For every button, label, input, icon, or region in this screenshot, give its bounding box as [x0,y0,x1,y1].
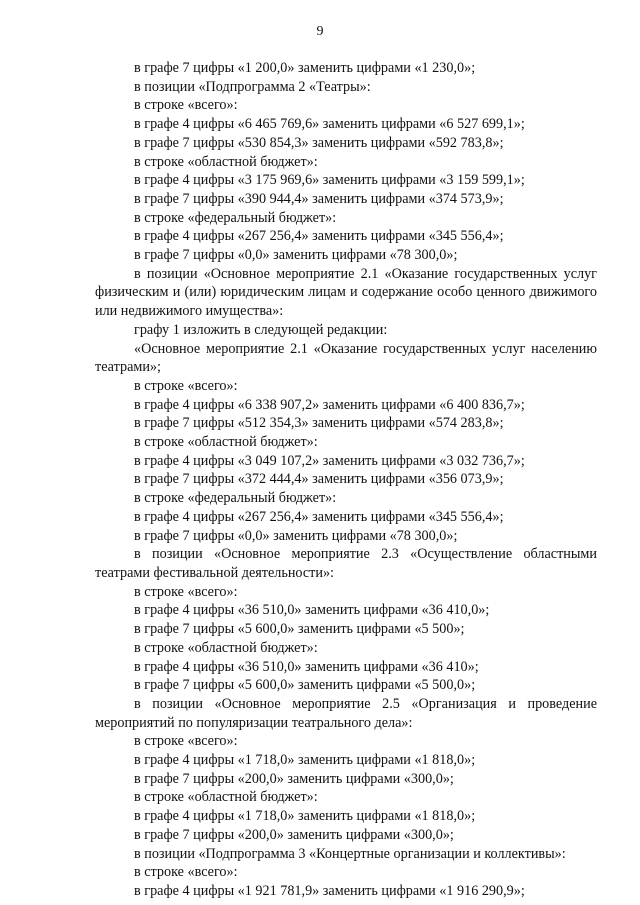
text-line: в графе 7 цифры «5 600,0» заменить цифрами «5 500,0»; [134,677,476,694]
text-line: в графе 7 цифры «0,0» заменить цифрами «78 300,0»; [134,527,458,544]
text-paragraph: в позиции «Основное мероприятие 2.3 «Осуществление областными театрами фестивальной деятельности»: [95,546,597,581]
text-paragraph: «Основное мероприятие 2.1 «Оказание государственных услуг населению театрами»; [95,340,597,376]
text-line: в строке «федеральный бюджет»: [134,209,337,226]
text-line: в графе 7 цифры «1 200,0» заменить цифрами «1 230,0»; [134,60,476,76]
text-line: в графе 7 цифры «390 944,4» заменить цифрами «374 573,9»; [134,190,504,207]
text-line: в строке «федеральный бюджет»: [134,490,337,507]
text-line: в графе 4 цифры «3 175 969,6» заменить цифрами «3 159 599,1»; [134,172,525,189]
text-line: в графе 7 цифры «200,0» заменить цифрами «300,0»; [134,826,454,843]
text-line: в строке «областной бюджет»: [134,153,318,170]
text-line: графу 1 изложить в следующей редакции: [134,321,388,338]
text-line: в графе 4 цифры «36 510,0» заменить цифрами «36 410»; [134,658,479,675]
text-line: в графе 4 цифры «6 338 907,2» заменить цифрами «6 400 836,7»; [134,396,525,413]
text-line: в графе 4 цифры «267 256,4» заменить цифрами «345 556,4»; [134,508,504,525]
text-line: в строке «всего»: [134,864,238,881]
text-line: в графе 4 цифры «1 921 781,9» заменить цифрами «1 916 290,9»; [134,882,525,899]
text-line: в графе 4 цифры «1 718,0» заменить цифрами «1 818,0»; [134,752,476,769]
text-paragraph: в позиции «Основное мероприятие 2.1 «Оказание государственных услуг физическим и (или) юридическим лицам и содержание особо ценного движимого или недвижимого имущества»: [95,265,597,320]
text-line: в графе 7 цифры «372 444,4» заменить цифрами «356 073,9»; [134,471,504,488]
text-line: в позиции «Подпрограмма 3 «Концертные организации и коллективы»: [134,845,566,862]
text-line: в графе 4 цифры «3 049 107,2» заменить цифрами «3 032 736,7»; [134,452,525,469]
text-line: в графе 4 цифры «1 718,0» заменить цифрами «1 818,0»; [134,808,476,825]
text-line: в графе 7 цифры «512 354,3» заменить цифрами «574 283,8»; [134,415,504,432]
text-line: в строке «областной бюджет»: [134,639,318,656]
text-line: в позиции «Подпрограмма 2 «Театры»: [134,78,371,95]
text-line: в строке «всего»: [134,583,238,600]
text-line: в строке «всего»: [134,97,238,114]
text-line: в строке «всего»: [134,733,238,750]
page-number: 9 [316,24,324,39]
document-body [95,59,597,901]
text-line: в строке «всего»: [134,377,238,394]
text-line: в строке «областной бюджет»: [134,789,318,806]
text-line: в графе 4 цифры «6 465 769,6» заменить цифрами «6 527 699,1»; [134,116,525,133]
text-paragraph: в позиции «Основное мероприятие 2.5 «Организация и проведение мероприятий по популяризации театрального дела»: [95,695,597,731]
text-line: в графе 7 цифры «5 600,0» заменить цифрами «5 500»; [134,621,465,638]
text-line: в строке «областной бюджет»: [134,434,318,451]
text-line: в графе 7 цифры «200,0» заменить цифрами «300,0»; [134,770,454,787]
text-line: в графе 4 цифры «267 256,4» заменить цифрами «345 556,4»; [134,228,504,245]
text-line: в графе 7 цифры «530 854,3» заменить цифрами «592 783,8»; [134,134,504,151]
text-line: в графе 7 цифры «0,0» заменить цифрами «78 300,0»; [134,247,458,264]
text-line: в графе 4 цифры «36 510,0» заменить цифрами «36 410,0»; [134,602,490,619]
